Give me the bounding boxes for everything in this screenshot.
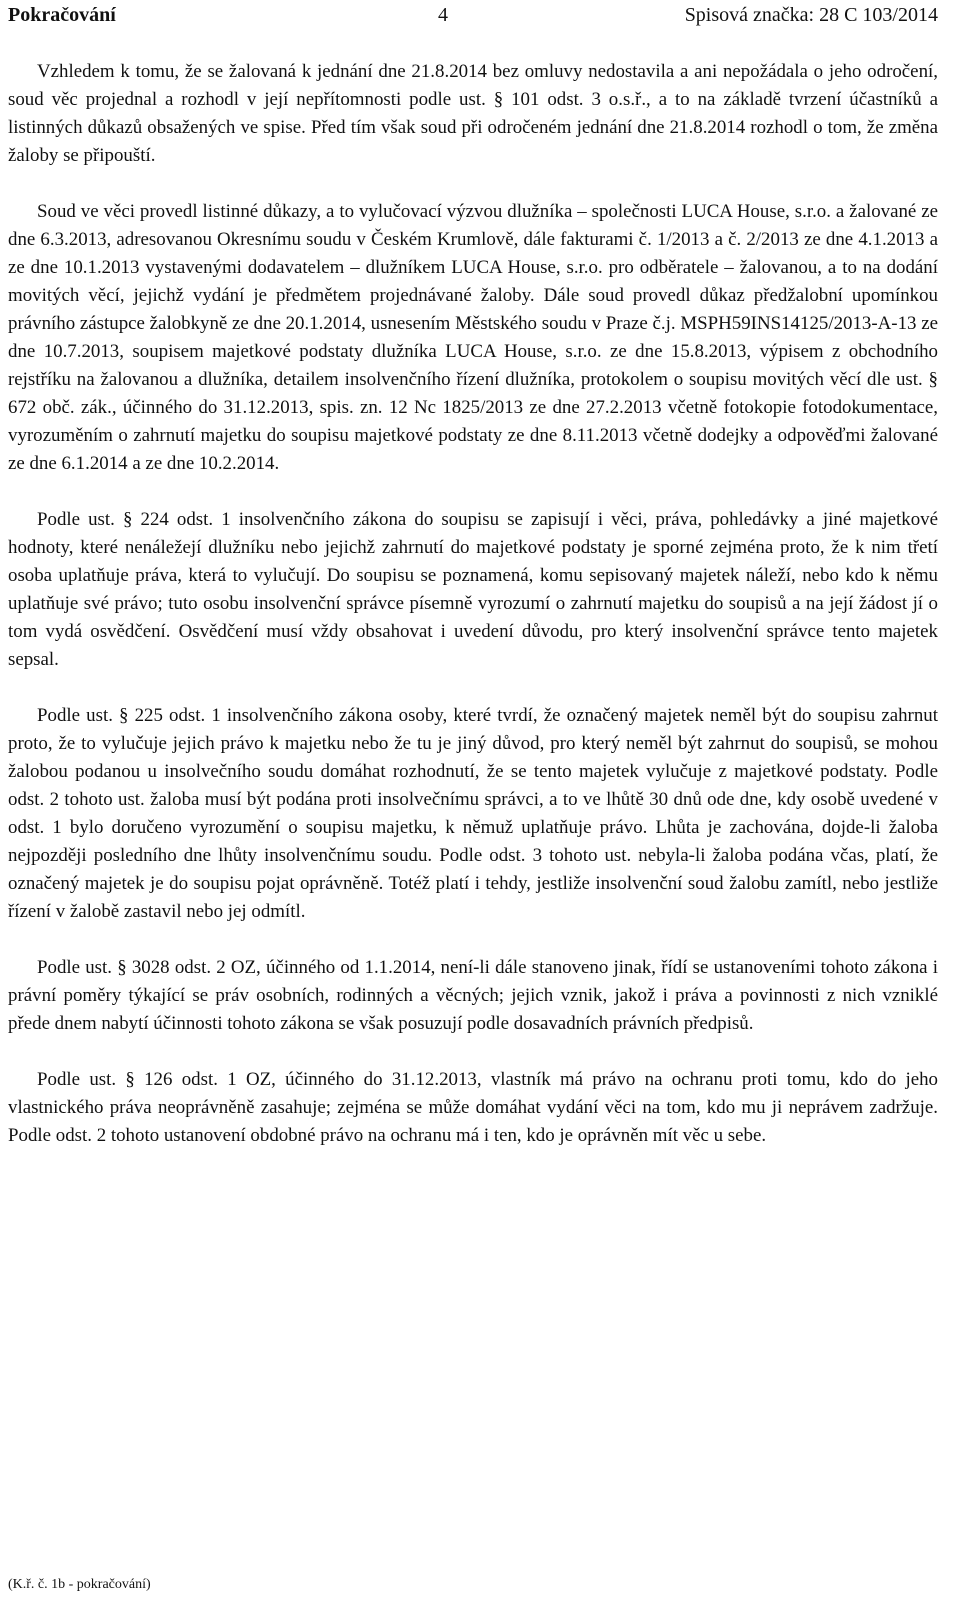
paragraph-evidence: Soud ve věci provedl listinné důkazy, a to vylučovací výzvou dlužníka – společnosti LUCA House, s.r.o. a žalované ze dne 6.3.2013, adresovanou Okresnímu soudu v Českém Krumlově, dále fakturami č. 1/2013 a č. 2/2013 ze dne 4.1.2013 a ze dne 10.1.2013 vystavenými dodavatelem – dlužníkem LUCA House, s.r.o. pro odběratele – žalovanou, a to na dodání movitých věcí, jejichž vydání je předmětem projednávané žaloby. Dále soud provedl důkaz předžalobní upomínkou právního zástupce žalobkyně ze dne 20.1.2014, usnesením Městského soudu v Praze č.j. MSPH59INS14125/2013-A-13 ze dne 10.7.2013, soupisem majetkové podstaty dlužníka LUCA House, s.r.o. ze dne 15.8.2013, výpisem z obchodního rejstříku na žalovanou a dlužníka, detailem insolvenčního řízení dlužníka, protokolem o soupisu movitých věcí dle ust. § 672 obč. zák., účinného do 31.12.2013, spis. zn. 12 Nc 1825/2013 ze dne 27.2.2013 včetně fotokopie fotodokumentace, vyrozuměním o zahrnutí majetku do soupisu majetkové podstaty ze dne 8.11.2013 včetně dodejky a odpověďmi žalované ze dne 6.1.2014 a ze dne 10.2.2014. xyxy=(8,201,938,474)
case-number: Spisová značka: 28 C 103/2014 xyxy=(684,4,938,26)
paragraph-section-3028: Podle ust. § 3028 odst. 2 OZ, účinného od 1.1.2014, není-li dále stanoveno jinak, řídí se ustanoveními tohoto zákona i právní poměry týkající se práv osobních, rodinných a věcných; jejich vznik, jakož i práva a povinnosti z nich vzniklé přede dnem nabytí účinnosti tohoto zákona se však posuzují podle dosavadních právních předpisů. xyxy=(8,957,938,1034)
paragraph-section-225: Podle ust. § 225 odst. 1 insolvenčního zákona osoby, které tvrdí, že označený majetek neměl být do soupisu zahrnut proto, že to vylučuje jejich právo k majetku nebo že tu je jiný důvod, pro který neměl být zahrnut do soupisů, se mohou žalobou podanou u insolvečního soudu domáhat rozhodnutí, že se tento majetek vylučuje z majetkové podstaty. Podle odst. 2 tohoto ust. žaloba musí být podána proti insolvečnímu správci, a to ve lhůtě 30 dnů ode dne, kdy osobě uvedené v odst. 1 bylo doručeno vyrozumění o soupisu majetku, k němuž uplatňuje právo. Lhůta je zachována, dojde-li žaloba nejpozději posledního dne lhůty insolvenčnímu soudu. Podle odst. 3 tohoto ust. nebyla-li žaloba podána včas, platí, že označený majetek je do soupisu pojat oprávněně. Totéž platí i tehdy, jestliže insolvenční soud žalobu zamítl, nebo jestliže řízení v žalobě zastavil nebo jej odmítl. xyxy=(8,705,938,922)
page-header xyxy=(8,0,938,30)
paragraph-absence-hearing: Vzhledem k tomu, že se žalovaná k jednání dne 21.8.2014 bez omluvy nedostavila a ani nepožádala o jeho odročení, soud věc projednal a rozhodl v její nepřítomnosti podle ust. § 101 odst. 3 o.s.ř., a to na základě tvrzení účastníků a listinných důkazů obsažených ve spise. Před tím však soud při odročeném jednání dne 21.8.2014 rozhodl o tom, že změna žaloby se připouští. xyxy=(8,61,938,166)
document-body xyxy=(8,58,938,1150)
continuation-label: Pokračování xyxy=(8,4,116,26)
document-page xyxy=(8,0,938,1601)
paragraph-section-224: Podle ust. § 224 odst. 1 insolvenčního zákona do soupisu se zapisují i věci, práva, pohledávky a jiné majetkové hodnoty, které nenáležejí dlužníku nebo jejichž zahrnutí do majetkové podstaty je sporné zejména proto, že k nim třetí osoba uplatňuje práva, která to vylučují. Do soupisu se poznamená, komu sepisovaný majetek náleží, nebo kdo k němu uplatňuje své právo; tuto osobu insolvenční správce písemně vyrozumí o zahrnutí majetku do soupisů a na její žádost jí o tom vydá osvědčení. Osvědčení musí vždy obsahovat i uvedení důvodu, pro který insolvenční správce tento majetek sepsal. xyxy=(8,509,938,670)
paragraph-section-126: Podle ust. § 126 odst. 1 OZ, účinného do 31.12.2013, vlastník má právo na ochranu proti tomu, kdo do jeho vlastnického práva neoprávněně zasahuje; zejména se může domáhat vydání věci na tom, kdo mu ji neprávem zadržuje. Podle odst. 2 tohoto ustanovení obdobné právo na ochranu má i ten, kdo je oprávněn mít věc u sebe. xyxy=(8,1069,938,1146)
page-footer: (K.ř. č. 1b - pokračování) xyxy=(8,1577,151,1592)
page-number: 4 xyxy=(438,4,448,26)
